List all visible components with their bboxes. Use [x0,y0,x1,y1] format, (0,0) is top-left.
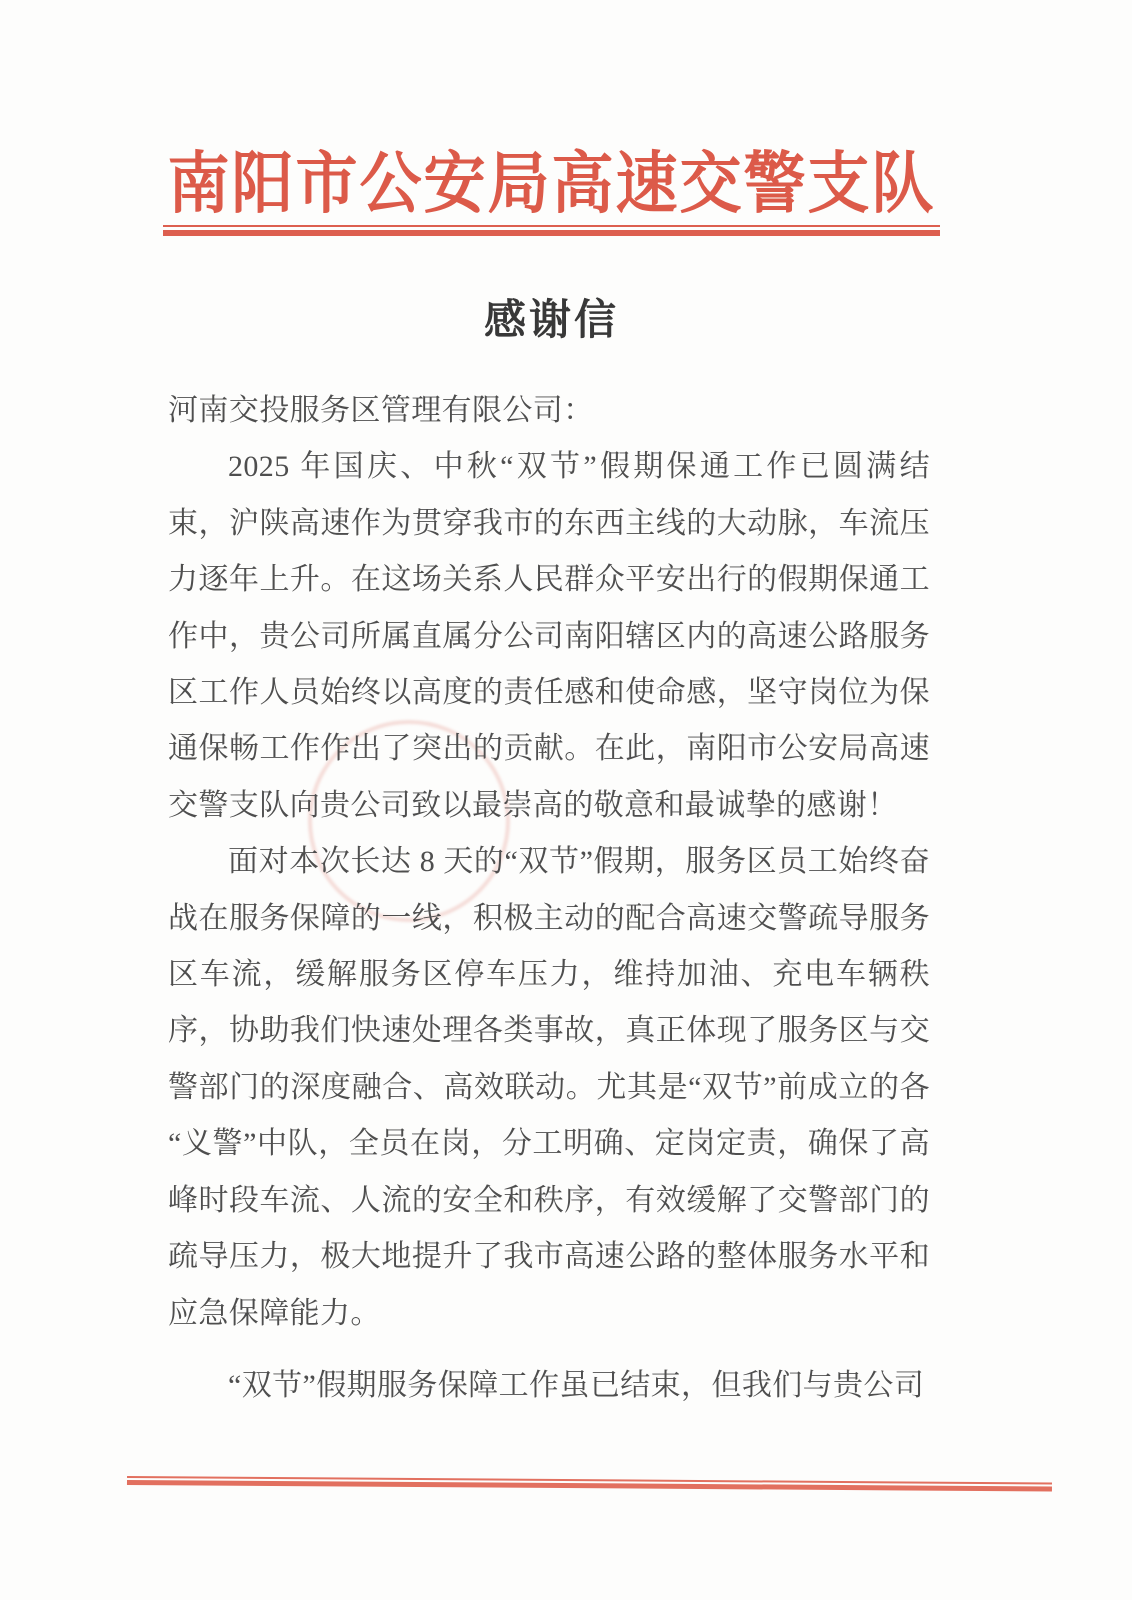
salutation: 河南交投服务区管理有限公司： [168,394,594,427]
footer-rule [127,1476,1052,1491]
letterhead-rule-thick [163,230,940,236]
paragraph-3: “双节”假期服务保障工作虽已结束，但我们与贵公司 [228,1368,925,1402]
letterhead-org-name: 南阳市公安局高速交警支队 [167,148,936,222]
letterhead-rule-thin [163,225,940,227]
letter-body [168,383,930,1414]
paragraph-1: 2025 年国庆、中秋“双节”假期保通工作已圆满结束，沪陕高速作为贯穿我市的东西主线的大动脉，车流压力逐年上升。在这场关系人民群众平安出行的假期保通工作中，贵公司所属直属分公司南阳辖区内的高速公路服务区工作人员始终以高度的责任感和使命感，坚守岗位为保通保畅工作作出了突出的贡献。在此，南阳市公安局高速交警支队向贵公司致以最崇高的敬意和最诚挚的感谢！ [168,450,930,822]
letter-title: 感谢信 [483,296,619,343]
paragraph-2: 面对本次长达 8 天的“双节”假期，服务区员工始终奋战在服务保障的一线，积极主动的配合高速交警疏导服务区车流，缓解服务区停车压力，维持加油、充电车辆秩序，协助我们快速处理各类事故，真正体现了服务区与交警部门的深度融合、高效联动。尤其是“双节”前成立的各“义警”中队，全员在岗，分工明确、定岗定责，确保了高峰时段车流、人流的安全和秩序，有效缓解了交警部门的疏导压力，极大地提升了我市高速公路的整体服务水平和应急保障能力。 [168,845,930,1330]
